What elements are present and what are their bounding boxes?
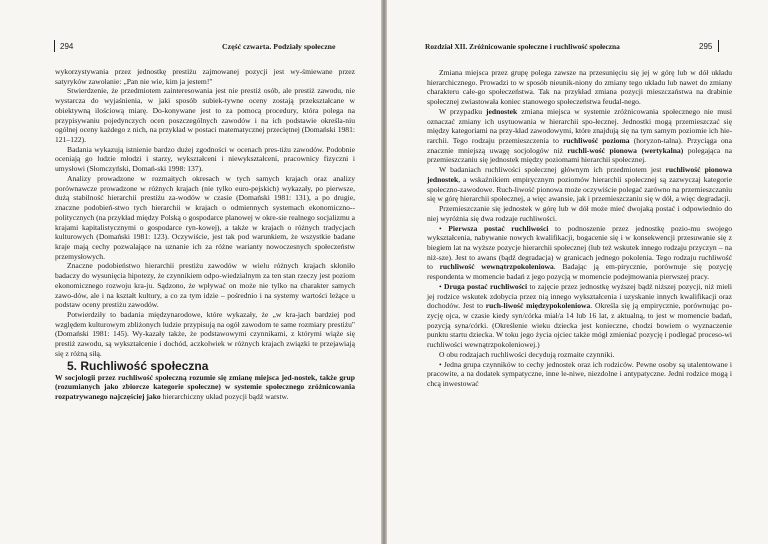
paragraph: Badania wykazują istnienie bardzo dużej zgodności w ocenach pres-tiżu zawodów. Podobnie oceniają go ludzie młodzi i starzy, wykształceni i niewykształceni, pracownicy fizyczni i umysłowi (Słomczyński, Domań-ski 1998: 137). (55, 144, 355, 174)
text-run: hierarchiczny układ pozycji bądź warstw. (160, 392, 289, 401)
page-number: 295 (699, 42, 713, 51)
page-number-rule (718, 40, 719, 52)
paragraph: Potwierdziły to badania międzynarodowe, które wykazały, że „w kra-jach bardziej pod względem kulturowym zbliżonych ludzie przypisują na ogół zawodom te same rozmiary prestiżu" (Domański 1981: 145). Wy-kazały także, że podstawowymi czynnikami, z którymi wiąże się prestiż zawodu, są wykształcenie i dochód, aczkolwiek w różnych krajach związki te przejawiają się z różną siłą. (55, 309, 355, 358)
bold-term: ruchli-wość pionowa (wertykalna) (567, 145, 684, 155)
right-body-text (427, 68, 732, 389)
bold-term: jednostek (486, 106, 518, 116)
bold-term: Pierwsza postać ruchliwości (448, 223, 549, 233)
bullet-paragraph: • Druga postać ruchliwości to zajęcie przez jednostkę wyższej bądź niższej pozycji, niż mieli jej rodzice wskutek zdobycia przez nią innego wykształcenia i uzyskanie innych kwalifikacji oraz dochodów. Jest to ruch-liwość międzypokoleniowa. Określa się ją empirycznie, porównując po-zycję ojca, w czasie kiedy syn/córka miał/a 14 lub 16 lat, z aktualną, to jest w momencie badań, pozycją syna/córki. (Określenie wieku dziecka jest konieczne, chodzi bowiem o wyznaczenie punktu startu dziecka. W toku jego życia ojciec także mógł zmieniać pozycję i podlegać proceso-wi ruchliwości wewnątrzpokoleniowej.) (427, 281, 733, 350)
paragraph: Znaczne podobieństwo hierarchii prestiżu zawodów w wielu różnych krajach skłoniło badaczy do wysunięcia hipotezy, że czynnikiem odpo-wiedzialnym za ten stan rzeczy jest poziom ekonomicznego rozwoju kra-ju. Sądzono, że wpływać on może nie tylko na charakter samych zawo-dów, ale i na kształt kultury, a co za tym idzie – pośrednio i na systemy wartości leżące u podstaw oceny prestiżu zawodów. (55, 261, 355, 310)
running-header: Rozdział XII. Zróżnicowanie społeczne i ruchliwość społeczna (425, 42, 620, 51)
section-heading: 5. Ruchliwość społeczna (67, 358, 209, 373)
paragraph: W przypadku jednostek zmiana miejsca w systemie zróżnicowania społecznego nie musi oznaczać zmiany ich usytuowania w hierarchii spo-łecznej. Jednostki mogą przemieszczać się między kategoriami na przy-kład zawodowymi, które znajdują się na tym samym poziomie ich hie-rarchii. Tego rodzaju przemieszczenia to ruchliwość pozioma (horyzon-talna). Przyciąga ona znacznie mniejszą uwagę socjologów niż ruchli-wość pionowa (wertykalna) polegająca na przemieszczaniu się jednostek między poziomami hierarchii społecznej. (427, 106, 732, 165)
left-body-text (55, 67, 355, 402)
paragraph: wykorzystywania przez jednostkę prestiżu zajmowanej pozycji jest wy-śmiewane przez satyryków zawołanie: „Pan nie wie, kim ja jestem!" (55, 67, 355, 86)
bold-term: ruchliwość pionowa jednostek (427, 165, 733, 184)
bullet-paragraph: • Jedna grupa czynników to cechy jednostek oraz ich rodziców. Pewne osoby są utalentowane i pracowite, a na dodatek sympatyczne, inne le-niwe, niezdolne i antypatyczne. Jedni rodzice mogą i chcą inwestować (427, 359, 732, 388)
bold-term: ruchliwość pozioma (563, 136, 630, 146)
paragraph: O obu rodzajach ruchliwości decydują rozmaite czynniki. (439, 349, 615, 359)
page-number: 294 (60, 42, 74, 51)
bold-term: ruchliwość wewnątrzpokoleniowa (439, 262, 554, 272)
bold-term: Druga postać ruchliwości (444, 281, 528, 291)
paragraph: Przemieszczanie się jednostek w górę lub w dół może mieć dwojaką postać i odpowiednio do niej wyróżnia się dwa rodzaje ruchliwości. (427, 204, 732, 223)
right-page (387, 0, 768, 544)
bold-definition: W socjologii przez ruchliwość społeczną rozumie się zmianę miejsca jed-nostek, także grup (rozumianych jako zbiorcze kategorie społeczne) w systemie społecznego zróżnicowania rozpatrywanego najczęściej jako (55, 372, 355, 401)
running-header: Część czwarta. Podziały społeczne (222, 42, 336, 51)
bold-term: ruch-liwość międzypokoleniowa (485, 301, 591, 311)
paragraph: Stwierdzenie, że przedmiotem zainteresowania jest nie prestiż osób, ale prestiż zawodu, nie wystarcza do wyjaśnienia, w jaki sposób subiek-tywne oceny zostają przekształcane w obiektywną ilościową miarę. Do-konywane jest to za pomocą procedury, która polega na przypisywaniu pojedynczych ocen poszczególnych zawodów i na ich podstawie określa-niu ogólnej oceny każdego z nich, na przykład w postaci matematycznej przeciętnej (Domański 1981: 121–122). (55, 86, 355, 145)
page-number-rule (54, 40, 55, 52)
left-page (0, 0, 381, 544)
paragraph: Analizy prowadzone w rozmaitych okresach w tych samych krajach oraz analizy porównawcze prowadzone w różnych krajach (nie tylko euro-pejskich) wykazały, po pierwsze, dużą stabilność hierarchii prestiżu za-wodów w czasie (Domański 1981: 131), a po drugie, znaczne podobień-stwo tych hierarchii w krajach o odmiennych systemach ekonomiczno--politycznych (na przykład między Polską o gospodarce planowej w okre-sie realnego socjalizmu a krajami kapitalistycznymi o gospodarce ryn-kowej), a także w krajach o różnych tradycjach kulturowych (Domański 1981: 123). Oczywiście, jest tak pod warunkiem, że wszystkie badane kraje mają cechy pozwalające na uznanie ich za różne warianty nowoczesnych społeczeństw przemysłowych. (55, 173, 355, 261)
paragraph: Zmiana miejsca przez grupę polega zawsze na przesunięciu się jej w górę lub w dół układu hierarchicznego. Prowadzi to w sposób nieunik-niony do zmiany tego układu lub nawet do zmiany charakteru całe-go społeczeństwa. Tak na przykład zmiana pozycji mieszczaństwa na drabinie społecznej zwiastowała koniec stanowego społeczeństwa feudal-nego. (427, 68, 732, 107)
paragraph: W badaniach ruchliwości społecznej głównym ich przedmiotem jest ruchliwość pionowa jednostek, a wskaźnikiem empirycznym poziomów hierarchii społecznej są zazwyczaj kategorie społeczno-zawodowe. Ruch-liwość pionowa może oczywiście polegać zarówno na przemieszczaniu się w górę hierarchii społecznej, a więc awansie, jak i przemieszczaniu się w dół, a więc degradacji. (427, 165, 733, 204)
bullet-paragraph: • Pierwsza postać ruchliwości to podnoszenie przez jednostkę pozio-mu swojego wykształcenia, nabywanie nowych kwalifikacji, bogacenie się i w konsekwencji przesuwanie się z biegiem lat na wyższe pozycje hierarchii społecznej (lub też wskutek innego rodzaju przyczyn – na niż-sze). Jest to awans (bądź degradacja) w granicach jednego pokolenia. Tego rodzaju ruchliwość to ruchliwość wewnątrzpokoleniowa. Badając ją em-pirycznie, porównuje się pozycję respondenta w momencie badań z jego pozycją w momencie podejmowania pierwszej pracy. (427, 223, 733, 282)
section-paragraph (55, 373, 355, 402)
